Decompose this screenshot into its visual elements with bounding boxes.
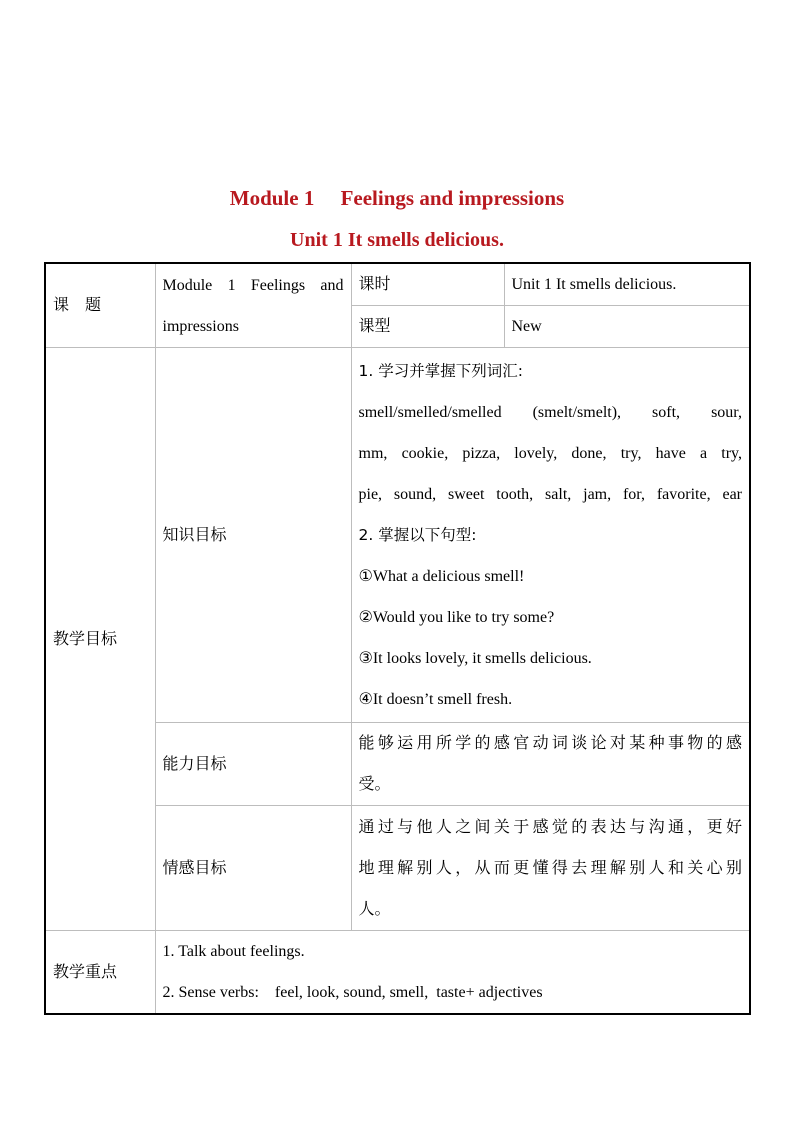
ability-line: 受。: [358, 776, 391, 793]
knowledge-label: 知识目标: [155, 348, 351, 723]
key-points-line: 2. Sense verbs: feel, look, sound, smell, taste+ adjectives: [162, 984, 543, 1001]
knowledge-line: pie, sound, sweet tooth, salt, jam, for, favorite, ear: [358, 485, 742, 503]
emotion-content: [351, 806, 750, 931]
knowledge-line: ④It doesn’t smell fresh.: [358, 690, 513, 708]
topic-value: [155, 263, 351, 348]
topic-value-line: impressions: [162, 317, 239, 335]
emotion-line: 通过与他人之间关于感觉的表达与沟通，更好: [358, 818, 742, 836]
key-points-content: [155, 931, 750, 1015]
topic-row: [45, 263, 750, 306]
unit-title: Unit 1 It smells delicious.: [290, 229, 504, 251]
ability-line: 能够运用所学的感官动词谈论对某种事物的感: [358, 735, 742, 752]
topic-label: 课 题: [45, 263, 155, 348]
knowledge-line: ②Would you like to try some?: [358, 608, 555, 626]
topic-value-line: Module 1 Feelings and: [162, 276, 344, 294]
emotion-label: 情感目标: [155, 806, 351, 931]
type-value: New: [504, 306, 750, 348]
key-points-label: 教学重点: [45, 931, 155, 1015]
knowledge-line: ③It looks lovely, it smells delicious.: [358, 649, 592, 667]
knowledge-row: [45, 348, 750, 723]
period-value: Unit 1 It smells delicious.: [504, 263, 750, 306]
period-label: 课时: [351, 263, 504, 306]
module-title: Module 1 Feelings and impressions: [229, 186, 565, 210]
knowledge-line: 2. 掌握以下句型:: [358, 525, 477, 544]
ability-label: 能力目标: [155, 723, 351, 806]
key-points-row: [45, 931, 750, 1015]
knowledge-line: smell/smelled/smelled (smelt/smelt), soft, sour,: [358, 403, 742, 421]
type-label: 课型: [351, 306, 504, 348]
emotion-line: 地理解别人，从而更懂得去理解别人和关心别: [358, 859, 742, 877]
knowledge-line: 1. 学习并掌握下列词汇:: [358, 361, 523, 380]
key-points-line: 1. Talk about feelings.: [162, 943, 305, 960]
knowledge-line: mm, cookie, pizza, lovely, done, try, have a try,: [358, 444, 742, 462]
emotion-line: 人。: [358, 900, 391, 918]
ability-content: [351, 723, 750, 806]
objectives-label: 教学目标: [45, 348, 155, 931]
lesson-plan-table: [44, 262, 751, 1015]
knowledge-content: [351, 348, 750, 723]
knowledge-line: ①What a delicious smell!: [358, 567, 525, 585]
